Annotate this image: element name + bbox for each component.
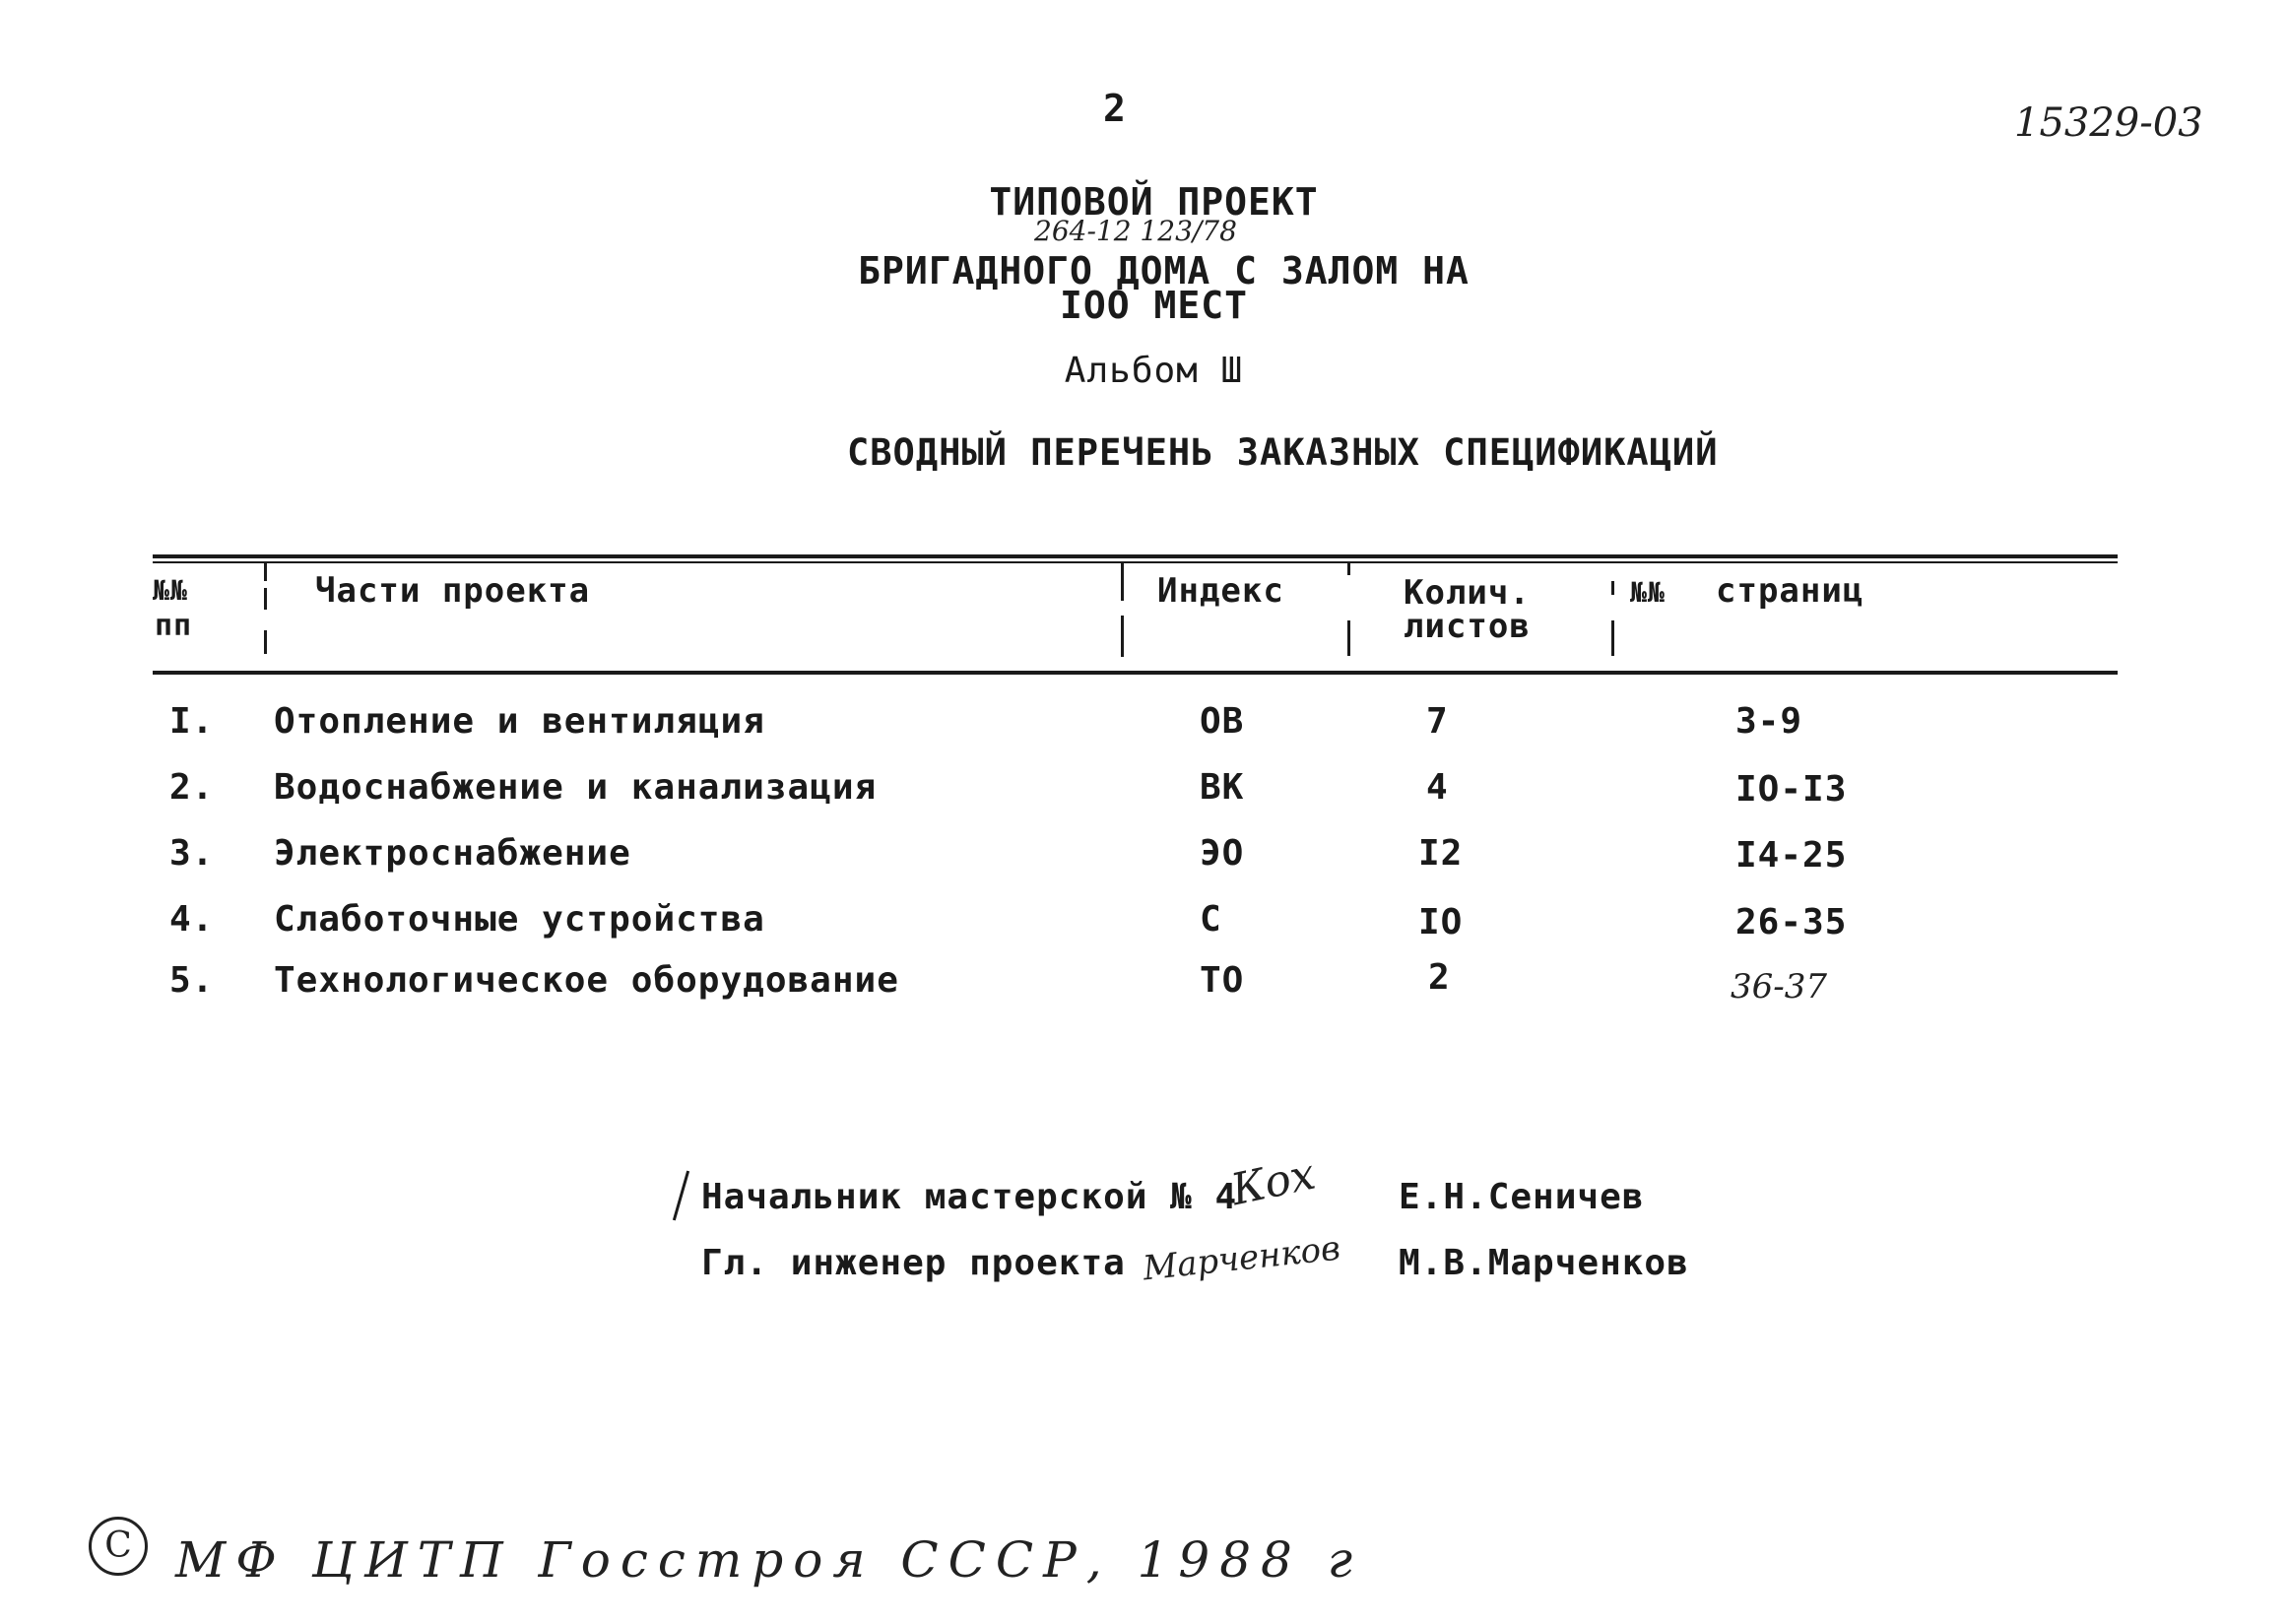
header-pages-num: №№ [1630,576,1666,609]
row-num: 4. [169,899,215,940]
row-index: ЭО [1200,833,1245,874]
header-count-line2: листов [1404,607,1531,646]
header-parts: Части проекта [315,571,591,611]
row-num: 2. [169,767,215,808]
col-separator-1 [264,561,267,581]
row-index: ВК [1200,767,1245,808]
header-count-line1: Колич. [1404,573,1531,613]
signature-mark-2: Марченков [1141,1228,1342,1289]
signature-name-2: М.В.Марченков [1399,1243,1689,1283]
project-code: 264-12 123/78 [1034,215,1237,247]
footer-text: МФ ЦИТП Госстроя СССР, 1988 г [175,1531,1362,1589]
row-pages: I4-25 [1735,835,1848,876]
row-count: 4 [1426,767,1449,808]
row-num: 5. [169,960,215,1001]
row-num: 3. [169,833,215,874]
copyright-icon [89,1517,148,1576]
signature-slash [673,1171,689,1221]
title-line-1: ТИПОВОЙ ПРОЕКТ [989,180,1319,224]
row-part: Электроснабжение [274,833,631,874]
row-count: 2 [1428,957,1451,998]
row-part: Слаботочные устройства [274,899,765,940]
signature-role-2: Гл. инженер проекта [701,1243,1126,1283]
title-line-2: БРИГАДНОГО ДОМА С ЗАЛОМ НА [858,249,1470,292]
row-part: Водоснабжение и канализация [274,767,878,808]
album-label: Альбом Ш [1064,351,1244,391]
row-index: С [1200,899,1222,940]
col-separator-2b [1121,616,1124,657]
col-separator-1c [264,630,267,654]
copyright-symbol: C [104,1526,132,1566]
list-heading: СВОДНЫЙ ПЕРЕЧЕНЬ ЗАКАЗНЫХ СПЕЦИФИКАЦИЙ [847,431,1719,474]
col-separator-3 [1347,561,1350,575]
table-top-rule [153,554,2118,558]
row-index: ОВ [1200,701,1245,742]
page-number: 2 [1103,87,1127,130]
signature-mark-1: Кох [1226,1148,1320,1216]
row-index: ТО [1200,960,1245,1001]
col-separator-1b [264,588,267,610]
row-num: I. [169,701,215,742]
header-index: Индекс [1157,571,1284,611]
row-pages: 36-37 [1731,967,1828,1007]
table-header-rule [153,671,2118,675]
col-separator-4b [1611,620,1614,656]
row-pages: 26-35 [1735,902,1848,942]
row-part: Отопление и вентиляция [274,701,765,742]
doc-code: 15329-03 [2014,100,2203,146]
col-separator-4 [1611,581,1614,595]
row-part: Технологическое оборудование [274,960,899,1001]
col-separator-2 [1121,561,1124,601]
header-num-line1: №№ [153,574,188,607]
signature-name-1: Е.Н.Сеничев [1399,1177,1645,1217]
header-pages: страниц [1716,571,1864,611]
signature-role-1: Начальник мастерской № 4 [701,1177,1238,1217]
header-num-line2: пп [155,609,193,643]
col-separator-3b [1347,620,1350,656]
table-top-rule-2 [153,561,2118,563]
row-count: I2 [1418,833,1464,874]
row-count: 7 [1426,701,1449,742]
title-line-3: IOO МЕСТ [1059,284,1249,327]
row-pages: IO-I3 [1735,769,1848,810]
row-pages: 3-9 [1735,701,1803,742]
row-count: IO [1418,902,1464,942]
